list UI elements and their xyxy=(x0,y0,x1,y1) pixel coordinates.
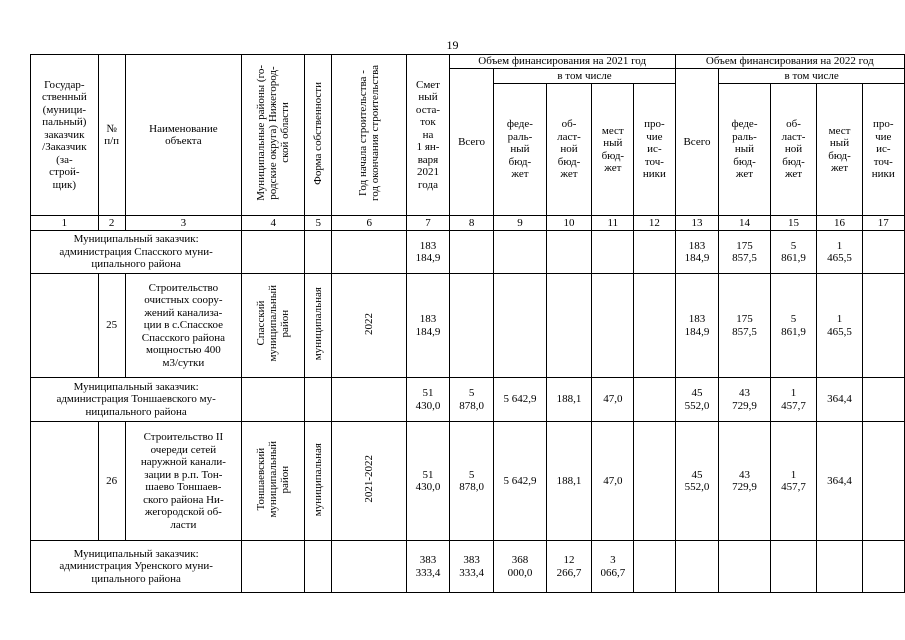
column-number: 15 xyxy=(770,216,817,231)
value-col-10: 188,1 xyxy=(546,422,592,541)
header-number: № п/п xyxy=(98,55,125,216)
header-fin-2022: Объем финансирования на 2022 год xyxy=(675,55,904,69)
value-col-8 xyxy=(449,274,494,378)
object-number: 26 xyxy=(98,422,125,541)
page-number: 19 xyxy=(446,38,459,52)
column-number: 10 xyxy=(546,216,592,231)
value-col-12 xyxy=(634,378,675,422)
header-local-2022: мест ный бюд- жет xyxy=(817,84,862,216)
district-cell: Тоншаевский муниципальный район xyxy=(242,422,305,541)
district-cell xyxy=(242,231,305,274)
district-cell: Спасский муниципальный район xyxy=(242,274,305,378)
ownership-cell xyxy=(305,541,332,593)
years-cell xyxy=(332,378,407,422)
object-number: 25 xyxy=(98,274,125,378)
column-number: 6 xyxy=(332,216,407,231)
value-col-16: 1 465,5 xyxy=(817,231,862,274)
column-number: 11 xyxy=(592,216,634,231)
header-estimate: Смет ный оста- ток на 1 ян- варя 2021 года xyxy=(407,55,450,216)
value-col-9 xyxy=(494,274,546,378)
object-name: Строительство II очереди сетей наружной канали- зации в р.п. Тон- шаево Тоншаев- ского района Ни- жегородской об- ласти xyxy=(125,422,242,541)
financing-table xyxy=(30,54,905,593)
district-cell xyxy=(242,378,305,422)
value-col-7: 183 184,9 xyxy=(407,274,450,378)
header-other-2022: про- чие ис- точ- ники xyxy=(862,84,904,216)
value-col-8: 5 878,0 xyxy=(449,422,494,541)
header-total-2022: Всего xyxy=(675,69,719,216)
header-regional-2022: об- ласт- ной бюд- жет xyxy=(770,84,817,216)
value-col-12 xyxy=(634,541,675,593)
value-col-9: 5 642,9 xyxy=(494,378,546,422)
value-col-15: 1 457,7 xyxy=(770,422,817,541)
value-col-16: 1 465,5 xyxy=(817,274,862,378)
value-col-11: 47,0 xyxy=(592,422,634,541)
value-col-14: 175 857,5 xyxy=(719,274,770,378)
value-col-14: 43 729,9 xyxy=(719,378,770,422)
value-col-13: 183 184,9 xyxy=(675,231,719,274)
column-number: 12 xyxy=(634,216,675,231)
years-cell xyxy=(332,231,407,274)
customer-row xyxy=(31,231,905,274)
column-number: 16 xyxy=(817,216,862,231)
value-col-10 xyxy=(546,274,592,378)
value-col-13: 183 184,9 xyxy=(675,274,719,378)
header-ownership: Форма собственности xyxy=(305,55,332,216)
customer-label: Муниципальный заказчик: администрация Уренского муни- ципального района xyxy=(31,541,242,593)
ownership-cell xyxy=(305,231,332,274)
years-cell xyxy=(332,541,407,593)
header-object-name: Наименование объекта xyxy=(125,55,242,216)
column-number: 8 xyxy=(449,216,494,231)
ownership-cell xyxy=(305,378,332,422)
column-number: 5 xyxy=(305,216,332,231)
value-col-17 xyxy=(862,378,904,422)
value-col-9: 5 642,9 xyxy=(494,422,546,541)
column-number: 3 xyxy=(125,216,242,231)
customer-cell xyxy=(31,422,99,541)
value-col-17 xyxy=(862,274,904,378)
column-number: 2 xyxy=(98,216,125,231)
header-total-2021: Всего xyxy=(449,69,494,216)
value-col-12 xyxy=(634,274,675,378)
value-col-7: 51 430,0 xyxy=(407,422,450,541)
object-row xyxy=(31,274,905,378)
column-number: 14 xyxy=(719,216,770,231)
years-cell: 2022 xyxy=(332,274,407,378)
value-col-14: 175 857,5 xyxy=(719,231,770,274)
header-other-2021: про- чие ис- точ- ники xyxy=(634,84,675,216)
value-col-13: 45 552,0 xyxy=(675,422,719,541)
district-cell xyxy=(242,541,305,593)
value-col-7: 183 184,9 xyxy=(407,231,450,274)
value-col-13: 45 552,0 xyxy=(675,378,719,422)
value-col-12 xyxy=(634,422,675,541)
column-number: 9 xyxy=(494,216,546,231)
ownership-cell: муниципальная xyxy=(305,274,332,378)
customer-row xyxy=(31,378,905,422)
header-customer: Государ- ственный (муници- пальный) заказчик /Заказчик (за- строй- щик) xyxy=(31,55,99,216)
customer-cell xyxy=(31,274,99,378)
value-col-11 xyxy=(592,231,634,274)
value-col-8: 5 878,0 xyxy=(449,378,494,422)
customer-row xyxy=(31,541,905,593)
value-col-11: 47,0 xyxy=(592,378,634,422)
value-col-9: 368 000,0 xyxy=(494,541,546,593)
value-col-11: 3 066,7 xyxy=(592,541,634,593)
years-cell: 2021-2022 xyxy=(332,422,407,541)
value-col-7: 383 333,4 xyxy=(407,541,450,593)
value-col-16: 364,4 xyxy=(817,422,862,541)
header-districts: Муниципальные районы (го- родские округа) Нижегород- ской области xyxy=(242,55,305,216)
column-numbers-row xyxy=(31,216,905,231)
column-number: 4 xyxy=(242,216,305,231)
header-federal-2022: феде- раль- ный бюд- жет xyxy=(719,84,770,216)
header-local-2021: мест ный бюд- жет xyxy=(592,84,634,216)
value-col-10: 12 266,7 xyxy=(546,541,592,593)
value-col-15 xyxy=(770,541,817,593)
column-number: 1 xyxy=(31,216,99,231)
column-number: 17 xyxy=(862,216,904,231)
customer-label: Муниципальный заказчик: администрация Тоншаевского му- ниципального района xyxy=(31,378,242,422)
value-col-15: 5 861,9 xyxy=(770,274,817,378)
header-years: Год начала строительства - год окончания строительства xyxy=(332,55,407,216)
column-number: 7 xyxy=(407,216,450,231)
value-col-10: 188,1 xyxy=(546,378,592,422)
header-fin-2021: Объем финансирования на 2021 год xyxy=(449,55,675,69)
value-col-17 xyxy=(862,231,904,274)
value-col-15: 5 861,9 xyxy=(770,231,817,274)
value-col-12 xyxy=(634,231,675,274)
value-col-13 xyxy=(675,541,719,593)
value-col-14 xyxy=(719,541,770,593)
column-number: 13 xyxy=(675,216,719,231)
value-col-17 xyxy=(862,541,904,593)
header-incl-2021: в том числе xyxy=(494,69,675,84)
customer-label: Муниципальный заказчик: администрация Спасского муни- ципального района xyxy=(31,231,242,274)
header-regional-2021: об- ласт- ной бюд- жет xyxy=(546,84,592,216)
value-col-16 xyxy=(817,541,862,593)
value-col-9 xyxy=(494,231,546,274)
header-incl-2022: в том числе xyxy=(719,69,905,84)
header-federal-2021: феде- раль- ный бюд- жет xyxy=(494,84,546,216)
value-col-16: 364,4 xyxy=(817,378,862,422)
value-col-8 xyxy=(449,231,494,274)
value-col-10 xyxy=(546,231,592,274)
object-row xyxy=(31,422,905,541)
ownership-cell: муниципальная xyxy=(305,422,332,541)
value-col-14: 43 729,9 xyxy=(719,422,770,541)
value-col-15: 1 457,7 xyxy=(770,378,817,422)
object-name: Строительство очистных соору- жений канализа- ции в с.Спасское Спасского района мощностью 400 м3/сутки xyxy=(125,274,242,378)
value-col-7: 51 430,0 xyxy=(407,378,450,422)
value-col-11 xyxy=(592,274,634,378)
value-col-17 xyxy=(862,422,904,541)
value-col-8: 383 333,4 xyxy=(449,541,494,593)
